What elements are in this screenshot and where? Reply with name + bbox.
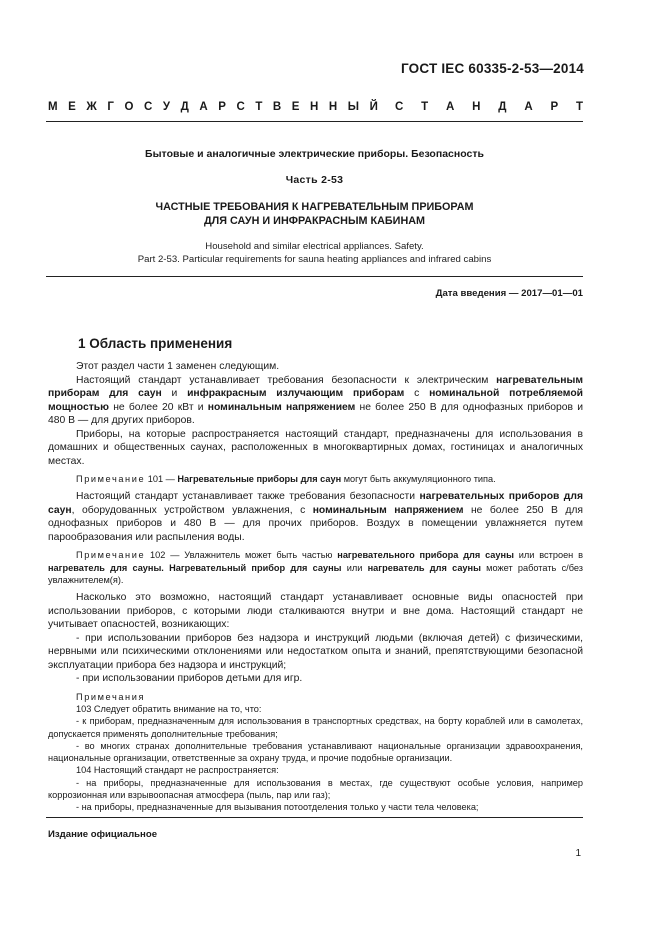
banner-word2-letter: Р bbox=[550, 101, 559, 113]
title-line-1: ЧАСТНЫЕ ТРЕБОВАНИЯ К НАГРЕВАТЕЛЬНЫМ ПРИБОРАМ bbox=[155, 201, 474, 213]
banner-word-standard bbox=[395, 101, 583, 113]
list-item: - во многих странах дополнительные требования устанавливают национальные организации здравоохранения, национальные организации, ответственные за охрану труда, и прочие подобные организации. bbox=[48, 740, 583, 764]
banner-word1-letter: С bbox=[236, 101, 245, 113]
paragraph: Настоящий стандарт устанавливает также требования безопасности нагревательных приборов для саун, оборудованных устройством увлажнения, с номинальным напряжением не более 250 В для однофазных приборов и 480 В — для прочих приборов. Воздух в помещении увлажняется путем парообразования или распыления воды. bbox=[48, 491, 583, 543]
title-line-2: ДЛЯ САУН И ИНФРАКРАСНЫМ КАБИНАМ bbox=[203, 215, 426, 227]
banner-word2-letter: Т bbox=[575, 101, 583, 113]
part-number: Часть 2-53 bbox=[285, 174, 344, 186]
note-103: 103 Следует обратить внимание на то, что: bbox=[76, 703, 262, 714]
banner-word2-letter: Д bbox=[498, 101, 507, 113]
document-title bbox=[46, 200, 583, 228]
note-104: 104 Настоящий стандарт не распространяется: bbox=[76, 765, 279, 776]
banner-word2-letter: С bbox=[395, 101, 404, 113]
notes-label: Примечания bbox=[76, 691, 146, 702]
banner-word1-letter: Д bbox=[180, 101, 189, 113]
banner-word1-letter: С bbox=[143, 101, 153, 113]
standard-code: ГОСТ IEC 60335-2-53—2014 bbox=[400, 61, 584, 76]
note-101: Примечание 101 — Нагревательные приборы для саун могут быть аккумуляционного типа. bbox=[76, 474, 496, 484]
banner-word1-letter: М bbox=[48, 101, 58, 113]
banner-word1-letter: Н bbox=[310, 101, 319, 113]
english-title bbox=[46, 240, 583, 266]
edition-label: Издание официальное bbox=[48, 829, 158, 840]
note-102: Примечание 102 — Увлажнитель может быть частью нагревательного прибора для сауны или встроен в нагреватель для сауны. Нагревательный прибор для сауны или нагреватель для сауны может работать с/без увлажнителем(я). bbox=[48, 550, 583, 585]
paragraph: Приборы, на которые распространяется настоящий стандарт, предназначены для использования в домашних и общественных саунах, расположенных в многоквартирных домах, гостиницах и аналогичных местах. bbox=[48, 428, 583, 467]
header-rule bbox=[46, 121, 583, 122]
banner-word1-letter: Н bbox=[328, 101, 338, 113]
list-item: - при использовании приборов детьми для игр. bbox=[76, 673, 303, 685]
section-body bbox=[48, 360, 583, 814]
list-item: - на приборы, предназначенные для вызывания потоотделения только у части тела человека; bbox=[76, 802, 479, 813]
list-item: - при использовании приборов без надзора и инструкций людьми (включая детей) с физическими, нервными или психическими отклонениями или недостатком опыта и знаний, препятствующими безопасной эксплуатации прибора без надзора и инструкций; bbox=[48, 632, 583, 671]
banner-word1-letter: Ж bbox=[86, 101, 97, 113]
banner-word-interstate bbox=[48, 101, 378, 113]
banner-word2-letter: Т bbox=[421, 101, 429, 113]
title-rule bbox=[46, 276, 583, 277]
banner-word1-letter: Е bbox=[291, 101, 300, 113]
document-subtitle: Бытовые и аналогичные электрические приборы. Безопасность bbox=[145, 148, 484, 160]
list-item: - на приборы, предназначенные для использования в местах, где существуют особые условия, например коррозионная или взрывоопасная атмосфера (пыль, пар или газ); bbox=[48, 777, 583, 801]
banner-word2-letter: Н bbox=[472, 101, 481, 113]
banner-word1-letter: Ы bbox=[347, 101, 360, 113]
banner-word1-letter: Р bbox=[218, 101, 226, 113]
paragraph: Настоящий стандарт устанавливает требования безопасности к электрическим нагревательным приборам для саун и инфракрасным излучающим приборам с номинальной потребляемой мощностью не более 20 кВт и номинальным напряжением не более 250 В для однофазных приборов и 480 В — для других приборов. bbox=[48, 374, 583, 426]
section-heading: 1 Область применения bbox=[78, 336, 233, 351]
list-item: - к приборам, предназначенным для использования в транспортных средствах, на борту кораблей или в самолетах, допускается применять дополнительные требования; bbox=[48, 716, 583, 739]
introduction-date: Дата введения — 2017—01—01 bbox=[435, 288, 583, 299]
english-title-line-2: Part 2-53. Particular requirements for sauna heating appliances and infrared cabins bbox=[137, 254, 492, 265]
paragraph: Насколько это возможно, настоящий стандарт устанавливает основные виды опасностей при использовании приборов, с которыми люди сталкиваются внутри и вне дома. Настоящий стандарт не учитывает опасностей, возникающих: bbox=[48, 592, 583, 631]
banner-word1-letter: О bbox=[124, 101, 134, 113]
banner-word1-letter: В bbox=[272, 101, 282, 113]
english-title-line-1: Household and similar electrical appliances. Safety. bbox=[205, 241, 424, 252]
banner-word1-letter: А bbox=[199, 101, 208, 113]
footer-rule bbox=[46, 817, 583, 818]
banner-word1-letter: Т bbox=[255, 101, 263, 113]
banner-word1-letter: Г bbox=[107, 101, 114, 113]
banner-word1-letter: У bbox=[162, 101, 170, 113]
banner-word2-letter: А bbox=[446, 101, 455, 113]
banner-word1-letter: Е bbox=[68, 101, 76, 113]
banner-word1-letter: Й bbox=[369, 101, 378, 113]
paragraph: Этот раздел части 1 заменен следующим. bbox=[76, 361, 280, 372]
banner-word2-letter: А bbox=[524, 101, 533, 113]
document-type-banner bbox=[48, 101, 583, 113]
page-number: 1 bbox=[575, 848, 581, 859]
